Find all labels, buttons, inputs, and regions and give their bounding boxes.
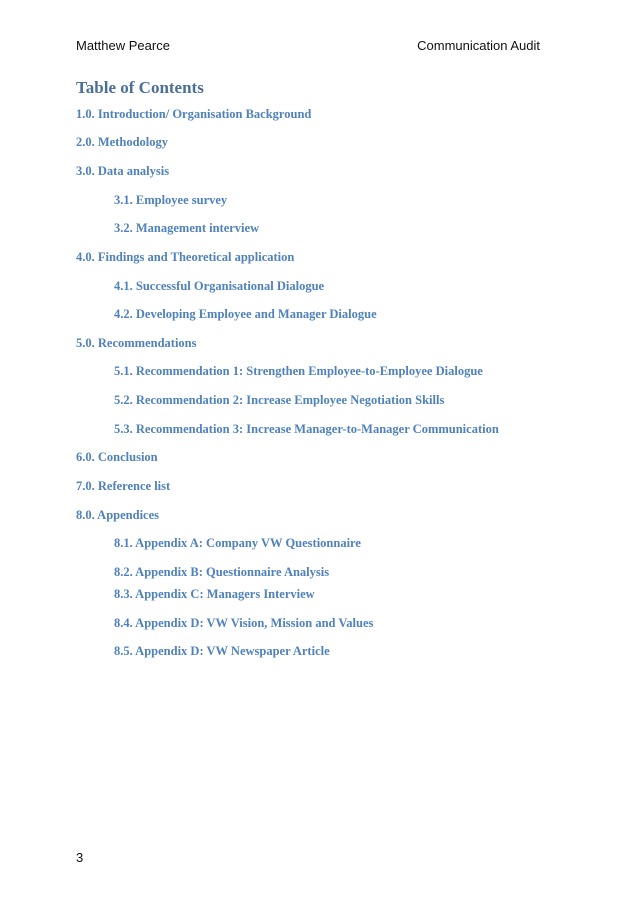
- toc-entry-successful-dialogue[interactable]: 4.1. Successful Organisational Dialogue: [114, 279, 325, 293]
- toc-entry-appendices[interactable]: 8.0. Appendices: [76, 508, 160, 522]
- toc-entry-data-analysis[interactable]: 3.0. Data analysis: [76, 164, 170, 178]
- toc-entry-developing-dialogue[interactable]: 4.2. Developing Employee and Manager Dialogue: [114, 307, 377, 321]
- toc-entry-appendix-d-vision[interactable]: 8.4. Appendix D: VW Vision, Mission and Values: [114, 616, 374, 630]
- toc-entry-methodology[interactable]: 2.0. Methodology: [76, 135, 169, 149]
- toc-entry-recommendation-3[interactable]: 5.3. Recommendation 3: Increase Manager-to-Manager Communication: [114, 422, 499, 436]
- page-number: 3: [76, 850, 84, 865]
- header-document-title: Communication Audit: [417, 38, 540, 53]
- toc-entry-management-interview[interactable]: 3.2. Management interview: [114, 221, 260, 235]
- toc-entry-appendix-c[interactable]: 8.3. Appendix C: Managers Interview: [114, 587, 315, 601]
- toc-entry-recommendation-1[interactable]: 5.1. Recommendation 1: Strengthen Employee-to-Employee Dialogue: [114, 364, 483, 378]
- toc-title: Table of Contents: [76, 78, 204, 97]
- toc-entry-introduction[interactable]: 1.0. Introduction/ Organisation Background: [76, 107, 312, 121]
- toc-entry-appendix-a[interactable]: 8.1. Appendix A: Company VW Questionnaire: [114, 536, 361, 550]
- toc-entry-reference-list[interactable]: 7.0. Reference list: [76, 479, 171, 493]
- toc-entry-recommendation-2[interactable]: 5.2. Recommendation 2: Increase Employee Negotiation Skills: [114, 393, 445, 407]
- toc-entry-conclusion[interactable]: 6.0. Conclusion: [76, 450, 158, 464]
- header-author: Matthew Pearce: [76, 38, 170, 53]
- toc-entry-findings[interactable]: 4.0. Findings and Theoretical application: [76, 250, 295, 264]
- toc-entry-recommendations[interactable]: 5.0. Recommendations: [76, 336, 197, 350]
- toc-entry-appendix-d-article[interactable]: 8.5. Appendix D: VW Newspaper Article: [114, 644, 330, 658]
- toc-entry-appendix-b[interactable]: 8.2. Appendix B: Questionnaire Analysis: [114, 565, 330, 579]
- toc-entry-employee-survey[interactable]: 3.1. Employee survey: [114, 193, 228, 207]
